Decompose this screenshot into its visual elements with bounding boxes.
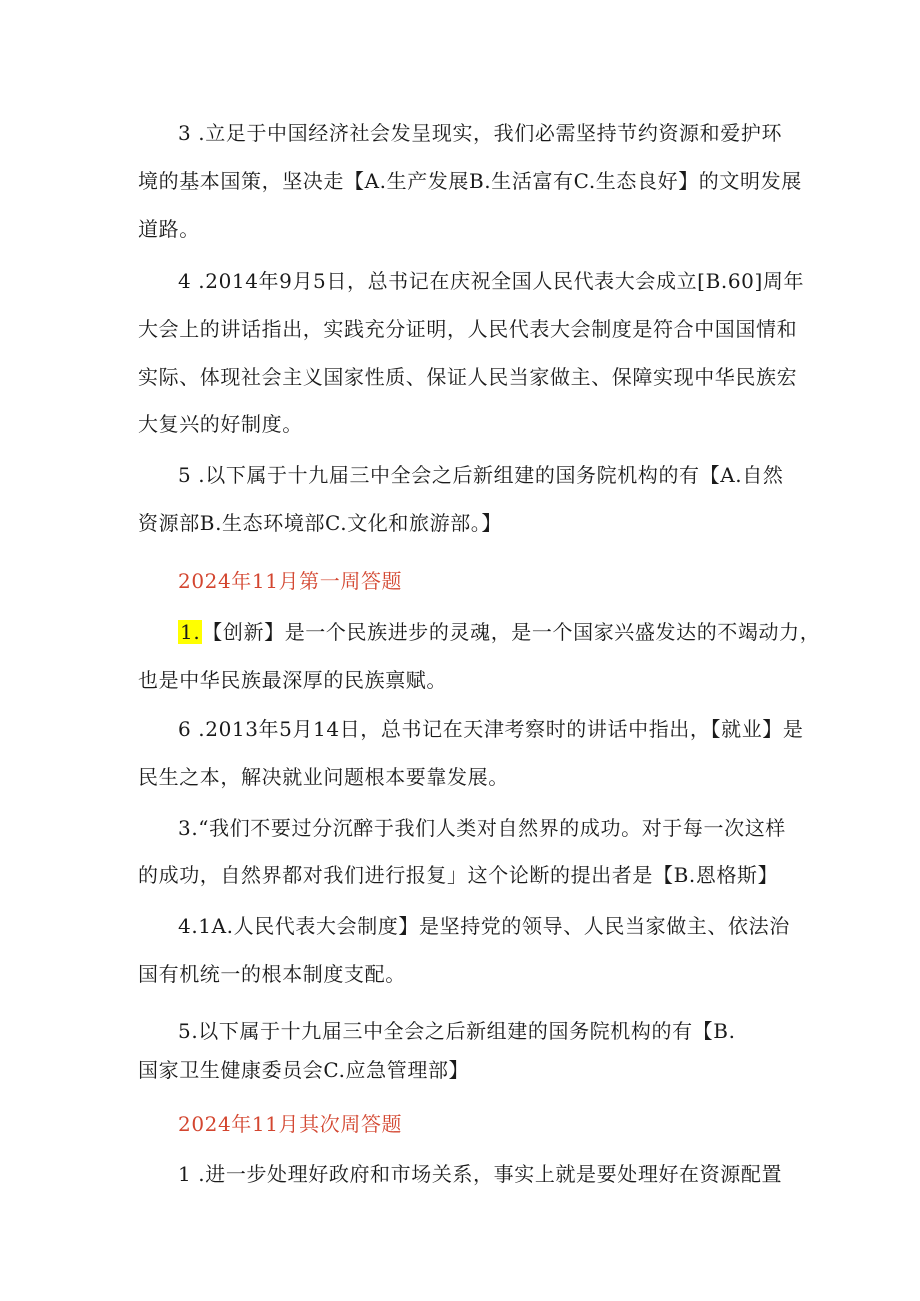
q5-line-1: 5 .以下属于十九届三中全会之后新组建的国务院机构的有【A.自然 — [178, 463, 784, 487]
week1-heading: 2024年11月第一周答题 — [178, 569, 403, 593]
q5-line-2: 资源部B.生态环境部C.文化和旅游部。】 — [138, 511, 503, 535]
q4-line-2: 大会上的讲话指出，实践充分证明，人民代表大会制度是符合中国国情和 — [138, 317, 798, 341]
w1-q4-line-2: 国有机统一的根本制度支配。 — [138, 962, 406, 986]
w1-q4-line-1: 4.1A.人民代表大会制度】是坚持党的领导、人民当家做主、依法治 — [178, 914, 790, 938]
w1-q3-line-2: 的成功，自然界都对我们进行报复」这个论断的提出者是【B.恩格斯】 — [138, 863, 779, 887]
w1-q1-line-1 — [178, 619, 820, 645]
week2-heading: 2024年11月其次周答题 — [178, 1112, 403, 1136]
q3-line-3: 道路。 — [138, 217, 200, 241]
w1-q1-line-2: 也是中华民族最深厚的民族禀赋。 — [138, 668, 447, 692]
q4-line-4: 大复兴的好制度。 — [138, 412, 303, 436]
w1-q6-line-1: 6 .2013年5月14日，总书记在天津考察时的讲话中指出，【就业】是 — [178, 717, 804, 741]
w1-q5-line-1: 5.以下属于十九届三中全会之后新组建的国务院机构的有【B. — [178, 1019, 736, 1043]
q3-line-2: 境的基本国策，坚决走【A.生产发展B.生活富有C.生态良好】的文明发展 — [138, 169, 802, 193]
q3-line-1: 3 .立足于中国经济社会发呈现实，我们必需坚持节约资源和爱护环 — [178, 121, 783, 145]
highlighted-number: 1. — [180, 620, 201, 644]
w1-q5-line-2: 国家卫生健康委员会C.应急管理部】 — [138, 1058, 470, 1082]
q4-line-1: 4 .2014年9月5日，总书记在庆祝全国人民代表大会成立[B.60]周年 — [178, 269, 805, 293]
w2-q1-line-1: 1 .进一步处理好政府和市场关系，事实上就是要处理好在资源配置 — [178, 1162, 783, 1186]
w1-q3-line-1: 3.“我们不要过分沉醉于我们人类对自然界的成功。对于每一次这样 — [178, 816, 786, 840]
w1-q1-text: 【创新】是一个民族进步的灵魂，是一个国家兴盛发达的不竭动力， — [202, 620, 821, 644]
q4-line-3: 实际、体现社会主义国家性质、保证人民当家做主、保障实现中华民族宏 — [138, 365, 798, 389]
w1-q6-line-2: 民生之本，解决就业问题根本要靠发展。 — [138, 765, 509, 789]
